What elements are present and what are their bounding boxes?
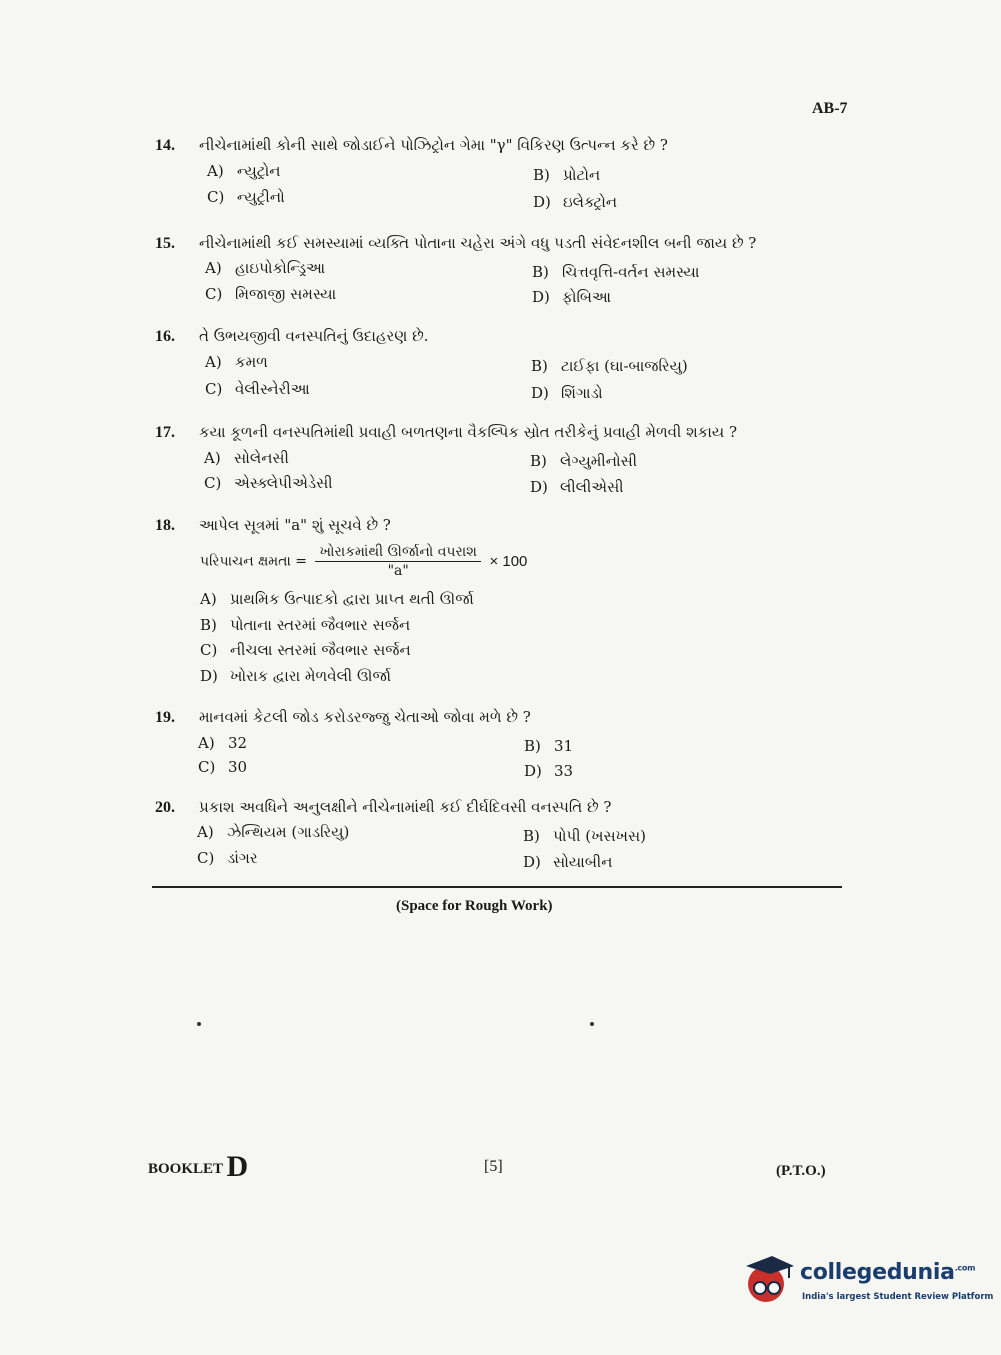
option-d: D) ફોબિઆ <box>532 288 611 306</box>
option-b: B) પોપી (ખસખસ) <box>523 827 646 845</box>
question-number: 20. <box>155 799 175 816</box>
question-text: તે ઉભયજીવી વનસ્પતિનું ઉદાહરણ છે. <box>199 327 429 345</box>
question-text: આપેલ સૂત્રમાં "a" શું સૂચવે છે ? <box>199 516 391 534</box>
question-number: 15. <box>155 235 175 252</box>
formula-lhs: પરિપાચન ક્ષમતા = <box>200 553 308 570</box>
option-c: C) એસ્ક્લેપીએડેસી <box>204 474 333 492</box>
question-text: નીચેનામાંથી કોની સાથે જોડાઈને પોઝિટ્રોન ગેમા "γ" વિકિરણ ઉત્પન્ન કરે છે ? <box>199 136 668 154</box>
booklet-letter: D <box>226 1150 249 1183</box>
question-number: 18. <box>155 517 175 534</box>
question-19 <box>155 708 531 727</box>
option-a: A) 32 <box>198 734 248 752</box>
option-d: D) લીલીએસી <box>530 478 624 496</box>
question-20 <box>155 798 611 817</box>
option-a: A) હાઇપોકોન્ડ્રિઆ <box>205 259 326 277</box>
logo-tagline: India's largest Student Review Platform <box>802 1292 994 1302</box>
option-a: A) સોલેનસી <box>204 449 289 467</box>
rough-work-label: (Space for Rough Work) <box>396 898 553 914</box>
question-14 <box>155 136 668 155</box>
option-d: D) સોયાબીન <box>523 853 613 871</box>
question-number: 19. <box>155 709 175 726</box>
question-text: માનવમાં કેટલી જોડ કરોડરજ્જુ ચેતાઓ જોવા મળે છે ? <box>199 708 531 726</box>
question-text: પ્રકાશ અવધિને અનુલક્ષીને નીચેનામાંથી કઈ દીર્ઘદિવસી વનસ્પતિ છે ? <box>199 798 612 816</box>
option-d: D) શિંગાડો <box>531 384 603 402</box>
paper-code: AB-7 <box>812 100 848 117</box>
question-number: 16. <box>155 328 175 345</box>
question-number: 14. <box>155 137 175 154</box>
collegedunia-logo <box>742 1252 994 1312</box>
option-b: B) લેગ્યુમીનોસી <box>530 452 638 470</box>
formula-numerator: ખોરાકમાંથી ઊર્જાનો વપરાશ <box>315 544 481 562</box>
option-a: A) પ્રાથમિક ઉત્પાદકો દ્વારા પ્રાપ્ત થતી ઊર્જા <box>200 590 474 608</box>
formula <box>200 544 527 579</box>
speck <box>590 1022 594 1026</box>
formula-multiplier: × 100 <box>489 553 528 570</box>
formula-denominator: "a" <box>387 563 409 579</box>
logo-wordmark: collegedunia$^{.com}$ <box>800 1260 976 1285</box>
option-d: D) ઇલેક્ટ્રોન <box>533 193 618 211</box>
question-18 <box>155 516 391 535</box>
option-a: A) ન્યુટ્રોન <box>207 162 281 180</box>
option-b: B) ચિત્તવૃત્તિ-વર્તન સમસ્યા <box>532 263 700 281</box>
option-c: C) નીચલા સ્તરમાં જૈવભાર સર્જન <box>200 641 411 659</box>
question-number: 17. <box>155 424 175 441</box>
option-c: C) ન્યુટ્રીનો <box>207 188 285 206</box>
option-d: D) 33 <box>524 762 574 780</box>
question-15 <box>155 234 756 253</box>
option-d: D) ખોરાક દ્વારા મેળવેલી ઊર્જા <box>200 667 392 685</box>
option-a: A) ઝેન્થિયમ (ગાડરિયુ) <box>197 823 350 841</box>
option-b: B) ટાઈફા (ઘા-બાજરિયુ) <box>531 357 688 375</box>
option-c: C) 30 <box>198 758 248 776</box>
pto-label: (P.T.O.) <box>776 1163 826 1179</box>
booklet-label: BOOKLET D <box>148 1150 249 1183</box>
option-b: B) પ્રોટોન <box>533 166 601 184</box>
formula-fraction <box>315 544 481 579</box>
speck <box>197 1022 201 1026</box>
question-16 <box>155 327 429 346</box>
option-b: B) 31 <box>524 737 574 755</box>
question-17 <box>155 423 737 442</box>
page-number: [5] <box>484 1158 503 1175</box>
option-c: C) ડાંગર <box>197 849 258 867</box>
option-c: C) મિજાજી સમસ્યા <box>205 285 337 303</box>
option-b: B) પોતાના સ્તરમાં જૈવભાર સર્જન <box>200 616 411 634</box>
mascot-icon <box>742 1252 798 1308</box>
divider-line <box>152 886 842 888</box>
option-c: C) વેલીસ્નેરીઆ <box>205 380 310 398</box>
question-text: નીચેનામાંથી કઈ સમસ્યામાં વ્યક્તિ પોતાના ચહેરા અંગે વધુ પડતી સંવેદનશીલ બની જાય છે ? <box>199 234 757 252</box>
question-text: કયા કૂળની વનસ્પતિમાંથી પ્રવાહી બળતણના વૈકલ્પિક સ્રોત તરીકેનું પ્રવાહી મેળવી શકાય ? <box>199 423 738 441</box>
option-a: A) કમળ <box>205 353 268 371</box>
